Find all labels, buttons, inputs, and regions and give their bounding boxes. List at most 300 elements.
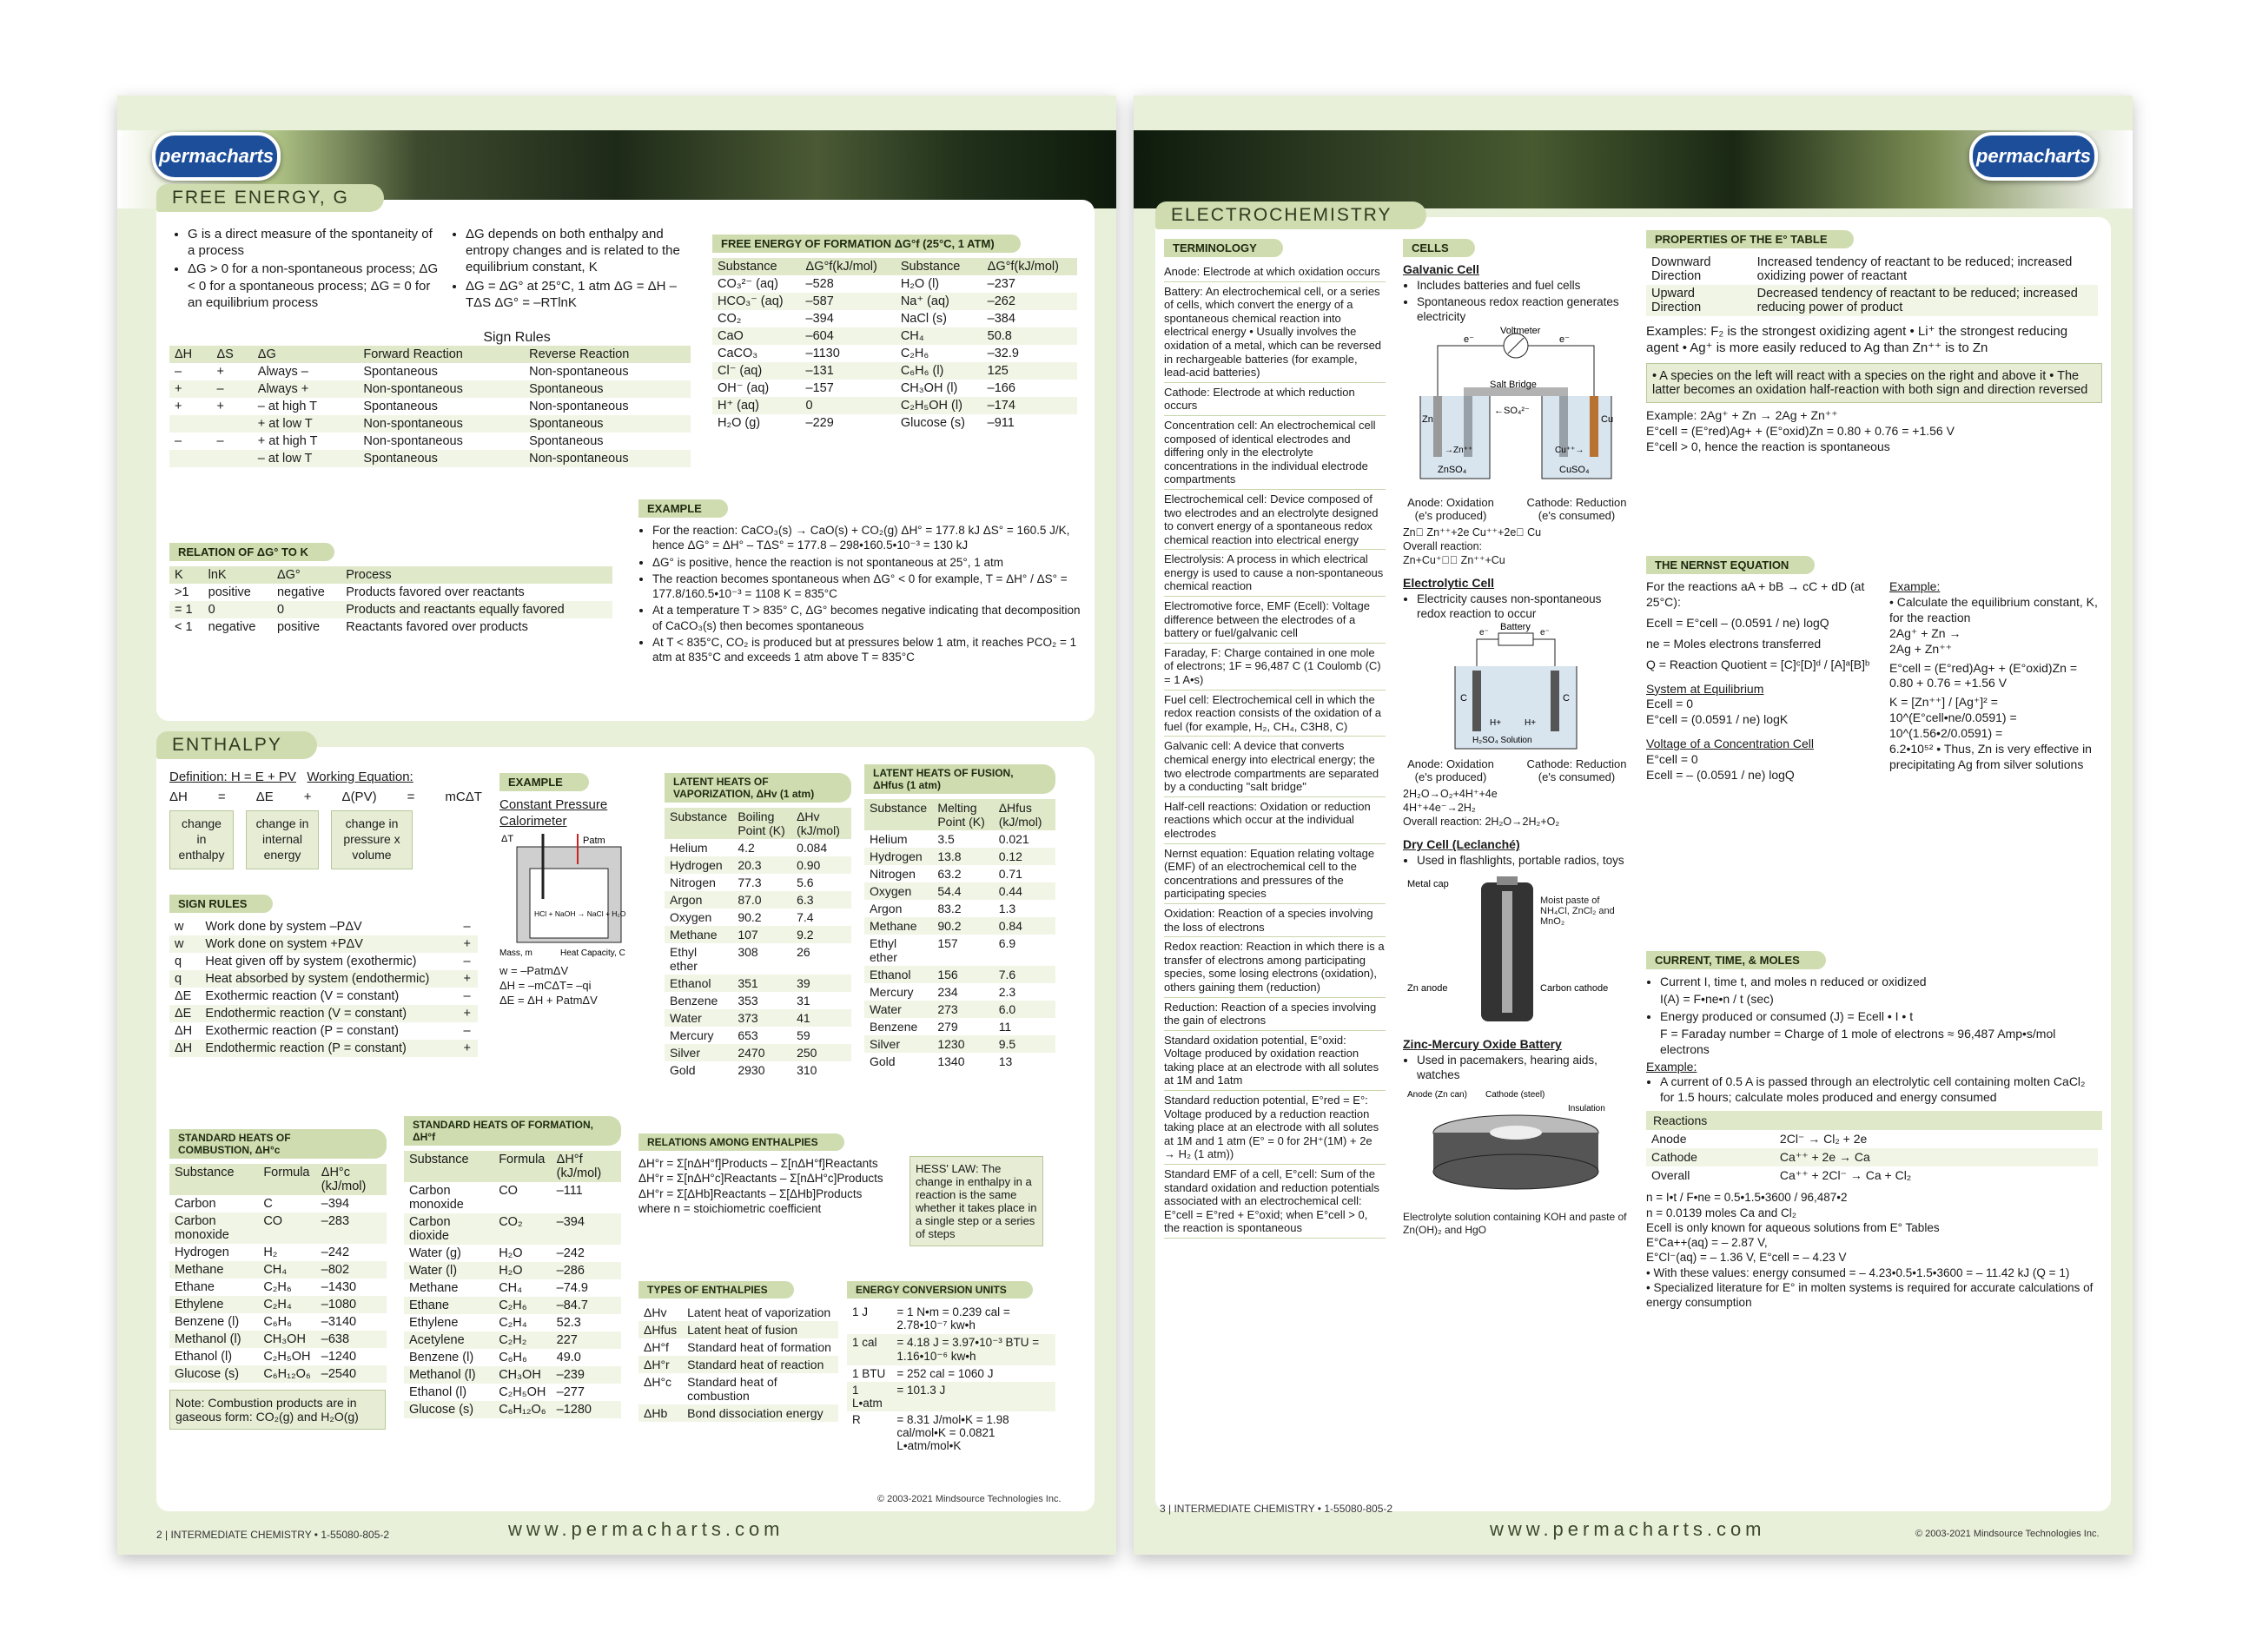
table-cell: Ethyl ether bbox=[670, 945, 698, 973]
calc-line: E°Ca++(aq) = – 2.87 V, bbox=[1646, 1236, 1768, 1250]
battery-center bbox=[1490, 1126, 1542, 1140]
fe-bullet: • G is a direct measure of the spontaneity of a process bbox=[188, 226, 440, 259]
calorimeter-title: EXAMPLE bbox=[499, 773, 589, 791]
current-example: • A current of 0.5 A is passed through an electrolytic cell containing molten CaCl₂ for 1.5 hours; calculate moles produced and energy consumed bbox=[1660, 1074, 2102, 1106]
table-cell: 310 bbox=[797, 1063, 817, 1077]
calorimeter-eq: ΔH = –mCΔT= –qi bbox=[499, 979, 592, 992]
concentration-line: E°cell = 0 bbox=[1646, 752, 1698, 767]
table-cell: 4.2 bbox=[738, 841, 755, 855]
table-cell: CaCO₃ bbox=[718, 347, 758, 360]
table-cell: 234 bbox=[937, 985, 958, 999]
table-cell: positive bbox=[276, 620, 321, 634]
table-cell: Silver bbox=[665, 1044, 732, 1061]
table-cell: Standard heat of formation bbox=[687, 1340, 831, 1354]
table-cell: Endothermic reaction (P = constant) bbox=[200, 1040, 458, 1057]
table-cell: Carbon dioxide bbox=[404, 1213, 493, 1245]
table-cell: 1 BTU bbox=[852, 1367, 886, 1380]
electron-label: e⁻ bbox=[1559, 334, 1570, 345]
table-cell: –1080 bbox=[316, 1296, 387, 1313]
right-url[interactable]: www.permacharts.com bbox=[1490, 1518, 1766, 1540]
calorimeter-eqs bbox=[499, 964, 647, 1008]
table-cell: –587 bbox=[801, 293, 896, 310]
galvanic-electrodes bbox=[1403, 496, 1629, 522]
table-row bbox=[712, 275, 1077, 293]
properties-example-line: E°cell = (E°red)Ag+ + (E°oxid)Zn = 0.80 + 0.76 = +1.56 V bbox=[1646, 424, 1955, 439]
table-cell: OH⁻ (aq) bbox=[718, 381, 770, 395]
table-cell: Non-spontaneous bbox=[524, 450, 691, 467]
table-cell: + bbox=[169, 380, 212, 398]
table-cell: 156 bbox=[932, 966, 993, 983]
col-header: K bbox=[169, 566, 203, 584]
eq-part: Δ(PV) bbox=[341, 790, 377, 805]
free-energy-title: FREE ENERGY, G bbox=[156, 184, 384, 212]
nernst-example-line: 6.2•10⁵² • Thus, Zn is very effective in precipitating Ag from silver solutions bbox=[1889, 742, 2092, 771]
table-cell: q bbox=[175, 955, 182, 968]
eq-part: ΔE bbox=[255, 790, 274, 805]
table-cell: ΔH bbox=[169, 1040, 200, 1057]
table-cell: C₆H₆ bbox=[263, 1315, 292, 1329]
table-cell: 90.2 bbox=[738, 910, 762, 924]
table-cell: Latent heat of vaporization bbox=[687, 1305, 831, 1319]
latent-fus-table bbox=[864, 799, 1055, 1070]
table-cell: ΔE bbox=[169, 1005, 200, 1022]
current-wrap bbox=[1646, 951, 2102, 1310]
types-body bbox=[638, 1304, 838, 1422]
formation-wrap bbox=[404, 1116, 621, 1418]
table-cell: = 4.18 J = 3.97•10⁻³ BTU = 1.16•10⁻⁶ kw•h bbox=[891, 1334, 1055, 1365]
table-row bbox=[864, 935, 1055, 966]
working-eq-label: Working Equation: bbox=[307, 770, 413, 784]
table-cell: Ethane bbox=[175, 1280, 215, 1294]
col-header: Boiling Point (K) bbox=[732, 808, 791, 839]
properties-wrap bbox=[1646, 230, 2102, 455]
table-cell: 13 bbox=[998, 1054, 1013, 1068]
table-cell: 6.3 bbox=[791, 891, 851, 909]
table-row bbox=[404, 1245, 621, 1262]
table-cell: Argon bbox=[665, 891, 732, 909]
table-cell: 77.3 bbox=[738, 876, 762, 889]
table-row bbox=[665, 839, 851, 856]
table-cell: –2540 bbox=[316, 1365, 387, 1383]
table-cell: –229 bbox=[805, 416, 834, 430]
table-row bbox=[1646, 285, 2098, 316]
table-row bbox=[665, 909, 851, 926]
table-cell: ΔHb bbox=[638, 1404, 682, 1422]
table-cell: C₆H₆ (l) bbox=[896, 362, 982, 380]
table-cell: Spontaneous bbox=[363, 365, 438, 379]
electrolytic-reaction: 2H₂O→O₂+4H⁺+4e bbox=[1403, 788, 1498, 801]
dry-cell-diagram bbox=[1403, 869, 1629, 1026]
sign-rules-body bbox=[169, 363, 691, 467]
nernst-example bbox=[1889, 579, 2098, 783]
reaction-label: HCl + NaOH → NaCl + H₂O bbox=[534, 909, 626, 919]
table-cell: Increased tendency of reactant to be reduced; increased oxidizing power of reactant bbox=[1756, 255, 2073, 283]
col-header: Substance bbox=[404, 1151, 493, 1182]
table-cell: H₂O bbox=[493, 1262, 551, 1279]
dry-cell-title: Dry Cell (Leclanché) bbox=[1403, 837, 1520, 852]
table-cell: + bbox=[458, 1005, 478, 1022]
table-cell: Spontaneous bbox=[524, 380, 691, 398]
table-row bbox=[169, 1195, 387, 1213]
units-table bbox=[847, 1304, 1055, 1454]
table-cell: 0.84 bbox=[994, 917, 1055, 935]
table-cell: Hydrogen bbox=[175, 1246, 229, 1259]
galvanic-title: Galvanic Cell bbox=[1403, 262, 1479, 276]
table-cell: – bbox=[175, 365, 182, 379]
table-row bbox=[864, 1001, 1055, 1018]
current-bullet: • Current I, time t, and moles n reduced or oxidized bbox=[1660, 975, 2102, 990]
terminology-item: Half-cell reactions: Oxidation or reduction reactions which occur at the individual electrodes bbox=[1164, 797, 1386, 844]
calorimeter-diagram bbox=[499, 829, 647, 960]
table-cell: –384 bbox=[987, 312, 1015, 326]
table-row bbox=[169, 450, 691, 467]
eq-part: = bbox=[217, 790, 226, 805]
table-row bbox=[1646, 1148, 2098, 1166]
free-energy-bullets-a bbox=[174, 226, 440, 313]
table-row bbox=[864, 848, 1055, 865]
table-cell: 107 bbox=[732, 926, 791, 943]
table-row bbox=[665, 1044, 851, 1061]
table-cell: –32.9 bbox=[987, 347, 1019, 360]
terminology-item: Battery: An electrochemical cell, or a series of cells, which convert the energy of a spontaneous chemical reaction into electrical energy • Usually involves the oxidation of a metal, which can be reversed in rechargeable batteries (for example, lead-acid batteries) bbox=[1164, 282, 1386, 383]
table-cell: C₂H₅OH bbox=[263, 1350, 311, 1364]
terminology-item: Standard oxidation potential, E°oxid: Voltage produced by oxidation reaction taking place at an electrode with all solutes at 1M and 1atm bbox=[1164, 1031, 1386, 1091]
table-cell: H₂O (g) bbox=[718, 416, 761, 430]
table-cell: NaCl (s) bbox=[900, 312, 947, 326]
left-copyright: © 2003-2021 Mindsource Technologies Inc. bbox=[877, 1494, 1062, 1504]
terminology-list bbox=[1164, 262, 1386, 1239]
electron-label: e⁻ bbox=[1540, 628, 1550, 638]
table-cell: Acetylene bbox=[404, 1332, 493, 1349]
enthalpy-sign-rules-title: SIGN RULES bbox=[169, 895, 273, 913]
insulation-label: Insulation bbox=[1568, 1103, 1605, 1113]
calorimeter-wrap bbox=[499, 773, 647, 1008]
table-cell: = 1 N•m = 0.239 cal = 2.78•10⁻⁷ kw•h bbox=[896, 1305, 1010, 1332]
table-cell: 1 J bbox=[852, 1305, 869, 1318]
table-cell: Methane bbox=[864, 917, 932, 935]
table-cell: Products and reactants equally favored bbox=[341, 601, 612, 618]
nernst-bullet: For the reactions aA + bB → cC + dD (at 25°C): bbox=[1646, 579, 1865, 609]
table-cell: ΔH°f bbox=[644, 1340, 669, 1354]
terminology-item: Anode: Electrode at which oxidation occurs bbox=[1164, 262, 1386, 282]
table-cell: 83.2 bbox=[937, 902, 962, 915]
col-header: ΔG°f(kJ/mol) bbox=[801, 258, 896, 275]
table-cell: H⁺ (aq) bbox=[712, 397, 801, 414]
table-row bbox=[169, 1279, 387, 1296]
current-title: CURRENT, TIME, & MOLES bbox=[1646, 951, 1826, 969]
cells-title: CELLS bbox=[1403, 239, 1475, 257]
table-cell: Ethane bbox=[404, 1297, 493, 1314]
table-row bbox=[864, 1018, 1055, 1035]
table-row bbox=[665, 891, 851, 909]
table-cell: + bbox=[458, 1040, 478, 1057]
table-row bbox=[847, 1365, 1055, 1382]
table-row bbox=[404, 1349, 621, 1366]
table-cell: Products favored over reactants bbox=[346, 585, 525, 599]
table-cell: Oxygen bbox=[670, 910, 712, 924]
table-cell: CO₂ bbox=[718, 312, 742, 326]
table-cell: = 252 cal = 1060 J bbox=[896, 1367, 994, 1380]
table-cell: + bbox=[216, 400, 224, 413]
table-cell: Argon bbox=[870, 902, 903, 915]
col-header: ΔH°c (kJ/mol) bbox=[316, 1164, 387, 1195]
table-row bbox=[712, 362, 1077, 380]
table-row bbox=[169, 1040, 478, 1057]
fe-example-title: EXAMPLE bbox=[638, 499, 728, 518]
table-row bbox=[404, 1366, 621, 1384]
table-cell: Heat absorbed by system (endothermic) bbox=[200, 970, 458, 988]
right-copyright: © 2003-2021 Mindsource Technologies Inc. bbox=[1915, 1529, 2100, 1539]
col-header: Process bbox=[341, 566, 612, 584]
table-row bbox=[404, 1279, 621, 1297]
fe-example-item: • For the reaction: CaCO₃(s) → CaO(s) + CO₂(g) ΔH° = 177.8 kJ ΔS° = 160.5 J/K, hence ΔG° = ΔH° – TΔS° = 177.8 – 298•160.5•10⁻³ = 130 kJ bbox=[652, 523, 1086, 553]
properties-body bbox=[1646, 254, 2098, 316]
table-cell: Non-spontaneous bbox=[358, 380, 524, 398]
table-cell: 6.9 bbox=[998, 936, 1016, 950]
formation-body bbox=[404, 1182, 621, 1418]
table-cell: Cathode bbox=[1646, 1148, 1775, 1166]
left-page bbox=[117, 96, 1116, 1555]
latent-vap-title: LATENT HEATS OF VAPORIZATION, ΔHv (1 atm) bbox=[665, 773, 851, 803]
table-cell: q bbox=[169, 970, 200, 988]
table-cell: Glucose (s) bbox=[900, 416, 965, 430]
table-cell: Decreased tendency of reactant to be reduced; increased reducing power of product bbox=[1752, 285, 2098, 316]
left-url[interactable]: www.permacharts.com bbox=[508, 1518, 784, 1540]
calorimeter-eq: ΔE = ΔH + PatmΔV bbox=[499, 993, 598, 1007]
table-cell: Carbon monoxide bbox=[409, 1184, 464, 1212]
table-cell: Oxygen bbox=[864, 882, 932, 900]
properties-highlight: • A species on the left will react with a species on the right and above it • The latter becomes an oxidation half-reaction with both sign and direction reversed bbox=[1646, 363, 2102, 403]
terminology-item: Concentration cell: An electrochemical cell composed of identical electrodes and differing only in the electrolyte concentrations in the individual electrode compartments bbox=[1164, 416, 1386, 490]
table-cell: + at high T bbox=[257, 434, 318, 448]
table-cell: Cl⁻ (aq) bbox=[712, 362, 801, 380]
table-row bbox=[169, 1213, 387, 1244]
table-cell: Ca⁺⁺ + 2e → Ca bbox=[1775, 1148, 2098, 1166]
table-cell: 2.3 bbox=[998, 985, 1016, 999]
table-cell: CH₃OH bbox=[493, 1366, 551, 1384]
terminology-item: Electromotive force, EMF (Ecell): Voltage difference between the electrodes of a battery or fuel/galvanic cell bbox=[1164, 597, 1386, 644]
table-row bbox=[665, 1027, 851, 1044]
formation-title: STANDARD HEATS OF FORMATION, ΔH°f bbox=[404, 1116, 621, 1146]
table-cell: 26 bbox=[797, 945, 810, 959]
table-cell: H₂ bbox=[263, 1246, 278, 1259]
table-row bbox=[864, 1053, 1055, 1070]
table-cell: Work done on system +PΔV bbox=[200, 935, 458, 953]
dry-cell-bullet: • Used in flashlights, portable radios, toys bbox=[1417, 853, 1629, 868]
table-cell: –277 bbox=[556, 1385, 585, 1399]
nernst-line: Q = Reaction Quotient = [C]ᶜ[D]ᵈ / [A]ᵃ[B]ᵇ bbox=[1646, 657, 1870, 671]
salt-bridge-label: Salt Bridge bbox=[1490, 379, 1537, 390]
table-cell: ΔHv bbox=[644, 1305, 667, 1319]
table-cell: Methane bbox=[169, 1261, 258, 1279]
table-cell: HCO₃⁻ (aq) bbox=[712, 293, 801, 310]
carbon-rod bbox=[1502, 891, 1512, 1013]
table-cell: ΔH°c bbox=[644, 1375, 672, 1389]
col-header: ΔHv (kJ/mol) bbox=[791, 808, 851, 839]
table-row bbox=[169, 1365, 387, 1383]
current-bullet: I(A) = F•ne•n / t (sec) bbox=[1660, 991, 1774, 1006]
eq-part: ΔH bbox=[169, 790, 188, 805]
table-row bbox=[665, 926, 851, 943]
carbon-electrode-right bbox=[1551, 671, 1559, 731]
table-cell: ΔH°r bbox=[638, 1356, 682, 1373]
equilibrium-title: System at Equilibrium bbox=[1646, 681, 1764, 696]
current-bullet: F = Faraday number = Charge of 1 mole of electrons ≈ 96,487 Amp•s/mol electrons bbox=[1660, 1026, 2056, 1056]
table-cell: Bond dissociation energy bbox=[682, 1404, 838, 1422]
table-cell: –394 bbox=[321, 1197, 350, 1211]
voltmeter-label: Voltmeter bbox=[1500, 326, 1541, 336]
table-cell: – bbox=[212, 380, 253, 398]
table-cell: 63.2 bbox=[937, 867, 962, 881]
table-cell: –283 bbox=[316, 1213, 387, 1244]
fe-bullet: • ΔG = ΔG° at 25°C, 1 atm ΔG = ΔH – TΔS ΔG° = –RTlnK bbox=[466, 278, 700, 311]
current-bullets bbox=[1646, 975, 2102, 1058]
table-cell: Methanol (l) bbox=[169, 1331, 258, 1348]
table-row bbox=[169, 1296, 387, 1313]
electrolytic-reactions bbox=[1403, 787, 1629, 829]
fe-example-list bbox=[638, 523, 1086, 664]
galvanic-reaction: Zn+Cu⁺⁺⃝ Zn⁺⁺+Cu bbox=[1403, 553, 1505, 566]
fe-example-item: • At T < 835°C, CO₂ is produced but at pressures below 1 atm, it reaches PCO₂ = 1 atm at 835°C and exceeds 1 atm above T = 835°C bbox=[652, 635, 1086, 665]
table-cell: 52.3 bbox=[556, 1316, 581, 1330]
table-cell: –1130 bbox=[805, 347, 840, 360]
terminology-wrap bbox=[1164, 239, 1386, 1239]
table-cell: –111 bbox=[556, 1184, 583, 1198]
table-cell bbox=[169, 415, 212, 433]
table-cell: 653 bbox=[738, 1028, 758, 1042]
nernst-line: Ecell = E°cell – (0.0591 / ne) logQ bbox=[1646, 615, 1829, 630]
relation-wrap bbox=[169, 543, 621, 636]
eq-part: mCΔT bbox=[445, 790, 482, 805]
units-body bbox=[847, 1304, 1055, 1454]
table-cell: negative bbox=[276, 585, 325, 599]
table-cell: Water bbox=[864, 1001, 932, 1018]
nernst-example-line: K = [Zn⁺⁺] / [Ag⁺]² = bbox=[1889, 695, 1998, 710]
table-cell: –911 bbox=[987, 416, 1015, 430]
zn-label: Zn bbox=[1422, 413, 1433, 425]
galvanic-diagram bbox=[1403, 327, 1629, 492]
table-row bbox=[864, 1035, 1055, 1053]
table-cell: Ethanol bbox=[864, 966, 932, 983]
heat-capacity-label: Heat Capacity, C bbox=[560, 948, 625, 959]
table-cell: 9.2 bbox=[791, 926, 851, 943]
calc-line: E°Cl⁻(aq) = – 1.36 V, E°cell = – 4.23 V bbox=[1646, 1251, 1847, 1265]
table-cell: Benzene (l) bbox=[175, 1315, 240, 1329]
fe-example-item: • The reaction becomes spontaneous when ΔG° < 0 for example, T = ΔH° / ΔS° = 177.8/160.5•10⁻³ = 1108 K = 835°C bbox=[652, 572, 1086, 602]
table-cell: Nitrogen bbox=[670, 876, 716, 889]
cu-ion-label: Cu⁺⁺→ bbox=[1555, 445, 1584, 455]
col-header: Melting Point (K) bbox=[932, 799, 993, 830]
electrolytic-reaction: Overall reaction: 2H₂O→2H₂+O₂ bbox=[1403, 816, 1560, 829]
fe-formation-title: FREE ENERGY OF FORMATION ΔG°f (25°C, 1 ATM) bbox=[712, 235, 1021, 253]
table-cell: –638 bbox=[316, 1331, 387, 1348]
types-title: TYPES OF ENTHALPIES bbox=[638, 1281, 794, 1298]
table-cell: Mercury bbox=[870, 985, 914, 999]
table-cell: 1340 bbox=[937, 1054, 965, 1068]
nernst-title: THE NERNST EQUATION bbox=[1646, 556, 1815, 574]
table-cell: C₂H₄ bbox=[258, 1296, 315, 1313]
table-row bbox=[169, 433, 691, 450]
col-header: ΔH bbox=[169, 346, 212, 363]
relation-title: RELATION OF ΔG° TO K bbox=[169, 543, 334, 561]
relation-table bbox=[169, 566, 612, 636]
table-cell: R bbox=[852, 1413, 861, 1426]
table-cell: Silver bbox=[864, 1035, 932, 1053]
table-cell: Hydrogen bbox=[665, 856, 732, 874]
table-cell: 13.8 bbox=[932, 848, 993, 865]
table-cell: –394 bbox=[805, 312, 834, 326]
sign-rules-table-wrap bbox=[169, 330, 691, 467]
table-cell: 6.0 bbox=[994, 1001, 1055, 1018]
table-cell: CO bbox=[499, 1184, 518, 1198]
carbon-electrode-left bbox=[1472, 671, 1481, 731]
table-row bbox=[864, 966, 1055, 983]
fe-formation-wrap bbox=[712, 235, 1086, 432]
znso4-label: ZnSO₄ bbox=[1438, 464, 1467, 475]
combustion-table bbox=[169, 1164, 387, 1383]
table-row bbox=[169, 988, 478, 1005]
carbon-label: C bbox=[1563, 693, 1570, 704]
table-cell bbox=[169, 450, 212, 467]
table-row bbox=[864, 900, 1055, 917]
col-header: Formula bbox=[493, 1151, 551, 1182]
table-cell: w bbox=[175, 920, 184, 934]
relation-line: ΔH°r = Σ[nΔH°c]Reactants – Σ[nΔH°c]Products bbox=[638, 1172, 883, 1186]
properties-table bbox=[1646, 254, 2098, 316]
fe-formation-table bbox=[712, 258, 1077, 432]
table-cell: – bbox=[463, 920, 471, 934]
cells-wrap bbox=[1403, 239, 1629, 1237]
combustion-body bbox=[169, 1195, 387, 1383]
table-row bbox=[712, 414, 1077, 432]
nernst-line: ne = Moles electrons transferred bbox=[1646, 636, 1822, 651]
enthalpy-boxes bbox=[169, 810, 482, 869]
table-row bbox=[404, 1401, 621, 1418]
galvanic-cathode: Cathode: Reduction (e's consumed) bbox=[1526, 495, 1627, 522]
table-cell: C₆H₁₂O₆ bbox=[258, 1365, 315, 1383]
enthalpy-eq bbox=[169, 789, 482, 805]
table-row bbox=[638, 1304, 838, 1321]
table-cell: C bbox=[263, 1197, 273, 1211]
free-energy-section bbox=[156, 188, 1095, 721]
table-cell: C₂H₅OH (l) bbox=[896, 397, 982, 414]
terminology-item: Faraday, F: Charge contained in one mole of electrons; 1F = 96,487 C (1 Coulomb (C) = 1 A•s) bbox=[1164, 644, 1386, 691]
table-cell: positive bbox=[208, 585, 251, 599]
enthalpy-sign-rules-wrap bbox=[169, 895, 482, 1057]
table-cell: 227 bbox=[552, 1332, 621, 1349]
eq-box: change in internal energy bbox=[246, 810, 319, 869]
table-row bbox=[665, 1061, 851, 1079]
mercury-bullets bbox=[1403, 1053, 1629, 1083]
table-row bbox=[169, 1331, 387, 1348]
terminology-item: Electrolysis: A process in which electrical energy is used to cause a non-spontaneous chemical reaction bbox=[1164, 550, 1386, 597]
calorimeter-eq: w = –PatmΔV bbox=[499, 964, 569, 978]
table-cell: Latent heat of fusion bbox=[682, 1321, 838, 1338]
col-header: ΔS bbox=[212, 346, 253, 363]
table-cell: Spontaneous bbox=[524, 415, 691, 433]
table-cell: CaO bbox=[712, 327, 801, 345]
table-row bbox=[665, 992, 851, 1009]
table-cell: = 8.31 J/mol•K = 1.98 cal/mol•K = 0.0821 L•atm/mol•K bbox=[896, 1413, 1009, 1452]
fe-example-item: • At a temperature T > 835° C, ΔG° becomes negative indicating that decomposition of CaCO₃(s) then becomes spontaneous bbox=[652, 603, 1086, 633]
dry-cell-bullets bbox=[1403, 853, 1629, 868]
table-cell: 273 bbox=[932, 1001, 993, 1018]
electrolyte-label: Electrolyte solution containing KOH and paste of Zn(OH)₂ and HgO bbox=[1403, 1210, 1627, 1237]
table-cell: 7.4 bbox=[797, 910, 814, 924]
current-example-list bbox=[1646, 1074, 2102, 1106]
table-cell: Spontaneous bbox=[358, 450, 524, 467]
table-row bbox=[169, 618, 612, 636]
